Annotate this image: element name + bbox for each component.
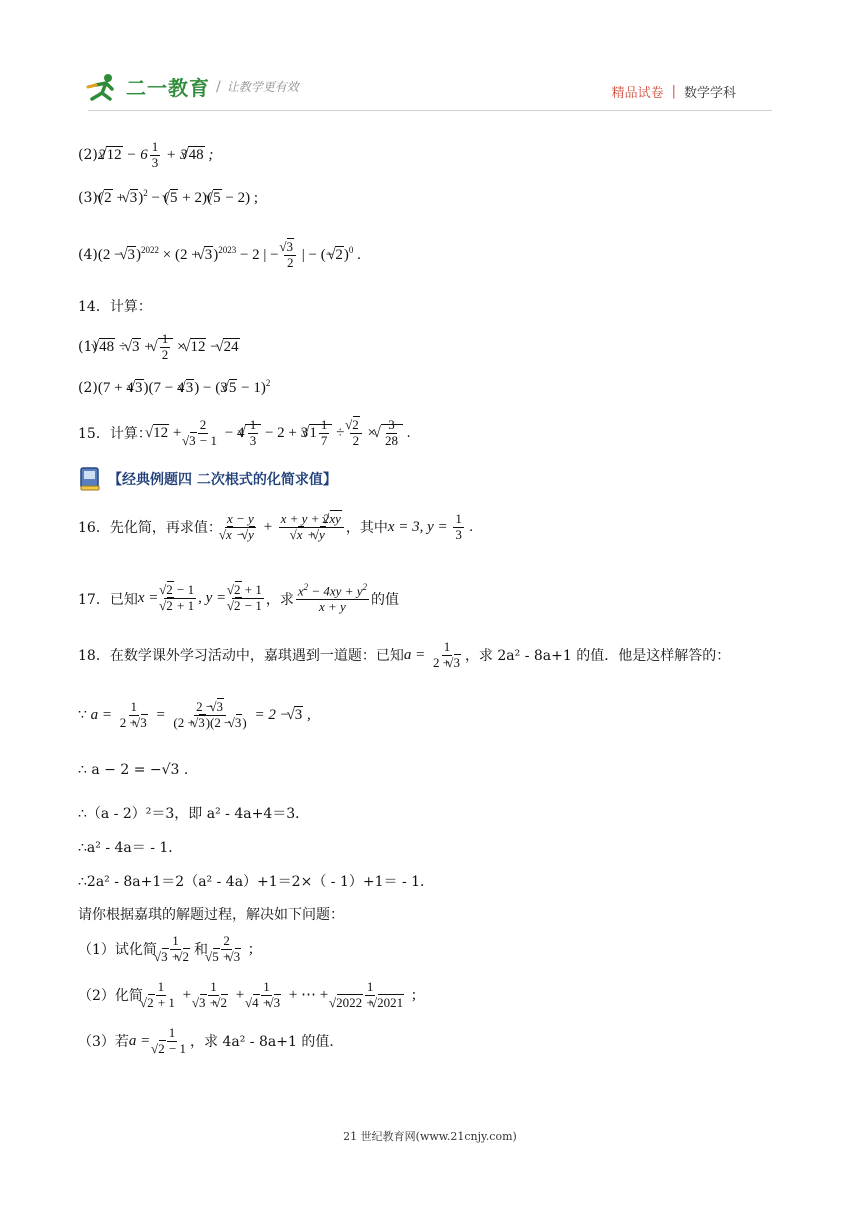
math-expression: x = 3, y = $\frac{1}{3}$ . xyxy=(387,511,474,542)
header-rule xyxy=(88,110,772,111)
text-segment: 和 xyxy=(194,942,209,959)
problem-13-4 xyxy=(78,240,361,271)
problem-16 xyxy=(78,512,473,543)
math-expression: (√ 2 + √ 3)$^2$ − (√ 5 + 2)(√ 5 − 2) ; xyxy=(98,188,258,207)
problem-14-title: 14．计算： xyxy=(78,299,152,315)
question-1 xyxy=(78,934,253,965)
math-expression: √ 48 ÷ √ 3 + √ $\frac{1}{2}$ × √ 12 − √ 24 xyxy=(98,332,240,363)
item-label: (2) xyxy=(78,379,98,396)
item-label: 18．在数学课外学习活动中，嘉琪遇到一道题：已知 xyxy=(78,648,404,665)
question-2 xyxy=(78,980,416,1011)
runner-icon xyxy=(86,73,120,101)
header-tag: 精品试卷 xyxy=(611,86,664,101)
math-expression: x = √ 2 − 1 √ 2 + 1 , y = √ 2 + 1 √ 2 − 1 xyxy=(138,583,266,614)
solution-step-4: ∴a² - 4a＝ - 1． xyxy=(78,840,183,856)
item-label: （2）化简 xyxy=(78,988,143,1005)
solution-prompt: 请你根据嘉琪的解题过程，解决如下问题： xyxy=(78,907,344,923)
problem-13-2 xyxy=(78,140,213,171)
header-subject xyxy=(612,82,736,101)
text-segment: ，其中 xyxy=(345,520,388,537)
brand-slogan: 让教学更有效 xyxy=(226,80,299,94)
math-expression: $\frac{x^2 - 4xy + y^2}{x + y}$ xyxy=(297,582,367,615)
item-label: （1）试化简 xyxy=(78,942,157,959)
problem-17 xyxy=(78,582,399,615)
problem-13-3 xyxy=(78,188,258,207)
math-expression: √ 12 + 2 √ 3 − 1 − 4 √ $\frac{1}{3}$ − 2 + 3√ 1 $\frac{1}{7}$ ÷ √ $\frac{2}{2}$ × √ $\frac{3}{28}$ . xyxy=(152,418,411,449)
because-symbol: ∵ xyxy=(78,707,87,724)
section-header xyxy=(78,466,337,492)
item-label: 15．计算： xyxy=(78,426,152,443)
problem-14-2 xyxy=(78,378,270,397)
header-separator: | xyxy=(671,84,676,99)
solution-step-5: ∴2a² - 8a+1＝2（a² - 4a）+1＝2×（ - 1）+1＝ - 1． xyxy=(78,874,435,890)
math-expression: 1 √ 2 + 1 + 1 √ 3 + √ 2 + 1 √ 4 + √ 3 + ⋯ + 1 √ 2022 + √ 2021 ; xyxy=(143,980,416,1011)
math-expression: a = $\frac{1}{2 + √ 3}$ = $\frac{2 - √ 3}{(2 + √ 3)(2 - √ 3)}$ = 2 − √ 3 , xyxy=(87,700,311,731)
solution-step-2: ∴ a − 2 = −√3 . xyxy=(78,762,189,778)
question-3 xyxy=(78,1026,343,1057)
math-expression: (2 − √ 3)$^{2022}$ × (2 + √ 3)$^{2023}$ − 2 | − √ $\frac{3}{2}$ | − (−√ 2)$^0$ . xyxy=(98,240,361,271)
math-expression: a = 1 √ 2 − 1 xyxy=(129,1026,190,1057)
page-footer: 21 世纪教育网(www.21cnjy.com) xyxy=(343,1130,517,1143)
math-expression: 2 √ 5 + √ 3 ; xyxy=(208,934,253,965)
item-label: （3）若 xyxy=(78,1034,129,1051)
section-title: 【经典例题四 二次根式的化简求值】 xyxy=(108,472,337,488)
item-label: (4) xyxy=(78,247,98,264)
item-label: 17．已知 xyxy=(78,591,138,608)
text-segment: ，求 xyxy=(265,591,294,608)
book-icon xyxy=(78,466,102,492)
item-label: (2) xyxy=(78,147,98,164)
problem-14-1 xyxy=(78,332,240,363)
header-subject-label: 数学学科 xyxy=(683,86,736,101)
problem-18 xyxy=(78,640,730,671)
solution-step-3: ∴（a - 2）²＝3，即 a² - 4a+4＝3． xyxy=(78,806,310,822)
brand-divider: / xyxy=(216,78,221,95)
problem-15 xyxy=(78,418,410,449)
math-expression: (7 + 4√ 3)(7 − 4√ 3) − (3√ 5 − 1)$^2$ xyxy=(98,378,271,397)
item-label: 16．先化简，再求值： xyxy=(78,520,222,537)
item-label: (3) xyxy=(78,189,98,206)
text-segment: ，求 2a² - 8a+1 的值．他是这样解答的： xyxy=(464,648,731,665)
item-label: (1) xyxy=(78,339,98,356)
math-expression: a = $\frac{1}{2 + √ 3}$ xyxy=(404,640,465,671)
math-expression: x − y √ x − √ y + x + y + 2√ xy √ x + √ y xyxy=(222,512,346,543)
text-segment: 的值 xyxy=(371,591,399,608)
brand-name: 二一教育 xyxy=(126,76,210,100)
brand-logo xyxy=(86,72,299,101)
math-expression: 2√ 12 − 6 $\frac{1}{3}$ + 3√ 48 ; xyxy=(98,140,213,171)
math-expression: 1 √ 3 + √ 2 xyxy=(157,934,194,965)
text-segment: ，求 4a² - 8a+1 的值． xyxy=(190,1034,344,1051)
solution-step-1 xyxy=(78,700,311,731)
